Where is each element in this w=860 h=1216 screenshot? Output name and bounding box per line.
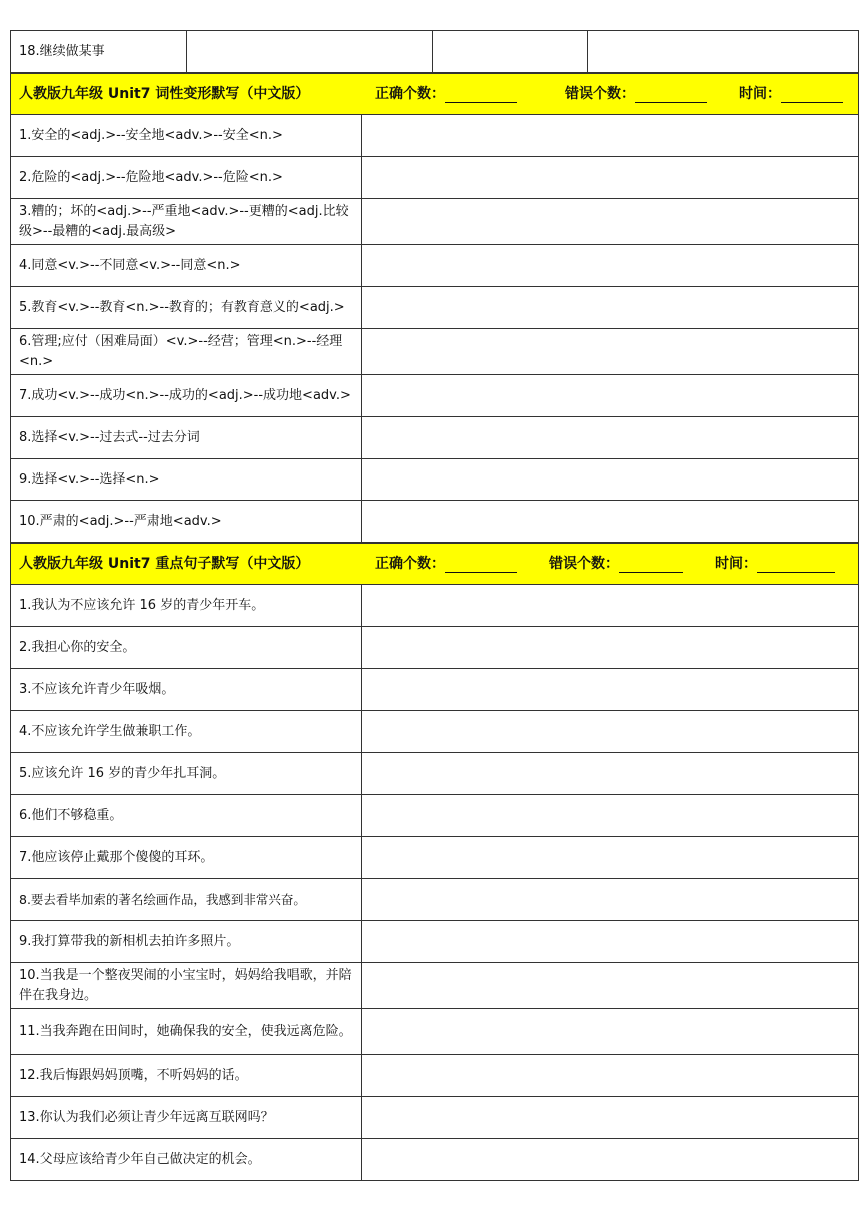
item-label: 11.当我奔跑在田间时，她确保我的安全，使我远离危险。	[11, 1009, 362, 1055]
answer-cell[interactable]	[588, 31, 859, 73]
section1-table	[10, 73, 859, 543]
time-label: 时间：	[739, 86, 781, 102]
answer-cell[interactable]	[362, 753, 859, 795]
item-label: 6.管理;应付（困难局面）<v.>--经营；管理<n.>--经理<n.>	[11, 329, 362, 375]
section-title: 人教版九年级 Unit7 重点句子默写（中文版）	[19, 556, 310, 572]
wrong-blank[interactable]	[619, 556, 683, 573]
answer-cell[interactable]	[362, 329, 859, 375]
answer-cell[interactable]	[362, 669, 859, 711]
section2-table	[10, 543, 859, 1181]
item-label: 14.父母应该给青少年自己做决定的机会。	[11, 1139, 362, 1181]
answer-cell[interactable]	[362, 1055, 859, 1097]
item-label: 3.糟的；坏的<adj.>--严重地<adv.>--更糟的<adj.比较级>--最糟的<adj.最高级>	[11, 199, 362, 245]
answer-cell[interactable]	[362, 157, 859, 199]
answer-cell[interactable]	[433, 31, 588, 73]
item-label: 7.他应该停止戴那个傻傻的耳环。	[11, 837, 362, 879]
item-label: 9.我打算带我的新相机去拍许多照片。	[11, 921, 362, 963]
answer-cell[interactable]	[362, 1097, 859, 1139]
answer-cell[interactable]	[362, 287, 859, 329]
item-label: 9.选择<v.>--选择<n.>	[11, 459, 362, 501]
answer-cell[interactable]	[362, 837, 859, 879]
correct-label: 正确个数：	[375, 86, 445, 102]
section2-header	[11, 544, 859, 585]
time-blank[interactable]	[781, 86, 843, 103]
item-label: 18.继续做某事	[11, 31, 187, 73]
answer-cell[interactable]	[362, 417, 859, 459]
item-label: 8.选择<v.>--过去式--过去分词	[11, 417, 362, 459]
wrong-label: 错误个数：	[565, 86, 635, 102]
answer-cell[interactable]	[362, 1139, 859, 1181]
section1-header	[11, 74, 859, 115]
item-label: 4.同意<v.>--不同意<v.>--同意<n.>	[11, 245, 362, 287]
correct-blank[interactable]	[445, 86, 517, 103]
section-title: 人教版九年级 Unit7 词性变形默写（中文版）	[19, 86, 310, 102]
item-label: 1.我认为不应该允许 16 岁的青少年开车。	[11, 585, 362, 627]
top-row-table	[10, 30, 859, 73]
item-label: 7.成功<v.>--成功<n.>--成功的<adj.>--成功地<adv.>	[11, 375, 362, 417]
answer-cell[interactable]	[362, 921, 859, 963]
item-label: 5.教育<v.>--教育<n.>--教育的；有教育意义的<adj.>	[11, 287, 362, 329]
correct-blank[interactable]	[445, 556, 517, 573]
time-blank[interactable]	[757, 556, 835, 573]
answer-cell[interactable]	[362, 585, 859, 627]
wrong-label: 错误个数：	[549, 556, 619, 572]
correct-label: 正确个数：	[375, 556, 445, 572]
wrong-blank[interactable]	[635, 86, 707, 103]
answer-cell[interactable]	[362, 501, 859, 543]
answer-cell[interactable]	[362, 711, 859, 753]
answer-cell[interactable]	[362, 115, 859, 157]
item-label: 8.要去看毕加索的著名绘画作品，我感到非常兴奋。	[11, 879, 362, 921]
time-label: 时间：	[715, 556, 757, 572]
answer-cell[interactable]	[362, 199, 859, 245]
item-label: 1.安全的<adj.>--安全地<adv.>--安全<n.>	[11, 115, 362, 157]
item-label: 13.你认为我们必须让青少年远离互联网吗？	[11, 1097, 362, 1139]
item-label: 4.不应该允许学生做兼职工作。	[11, 711, 362, 753]
answer-cell[interactable]	[362, 245, 859, 287]
answer-cell[interactable]	[362, 375, 859, 417]
item-label: 2.我担心你的安全。	[11, 627, 362, 669]
item-label: 2.危险的<adj.>--危险地<adv.>--危险<n.>	[11, 157, 362, 199]
answer-cell[interactable]	[362, 627, 859, 669]
item-label: 6.他们不够稳重。	[11, 795, 362, 837]
item-label: 10.当我是一个整夜哭闹的小宝宝时，妈妈给我唱歌，并陪伴在我身边。	[11, 963, 362, 1009]
item-label: 3.不应该允许青少年吸烟。	[11, 669, 362, 711]
answer-cell[interactable]	[362, 963, 859, 1009]
answer-cell[interactable]	[187, 31, 433, 73]
item-label: 12.我后悔跟妈妈顶嘴，不听妈妈的话。	[11, 1055, 362, 1097]
answer-cell[interactable]	[362, 459, 859, 501]
answer-cell[interactable]	[362, 879, 859, 921]
item-label: 5.应该允许 16 岁的青少年扎耳洞。	[11, 753, 362, 795]
answer-cell[interactable]	[362, 1009, 859, 1055]
item-label: 10.严肃的<adj.>--严肃地<adv.>	[11, 501, 362, 543]
answer-cell[interactable]	[362, 795, 859, 837]
worksheet	[10, 30, 858, 1181]
